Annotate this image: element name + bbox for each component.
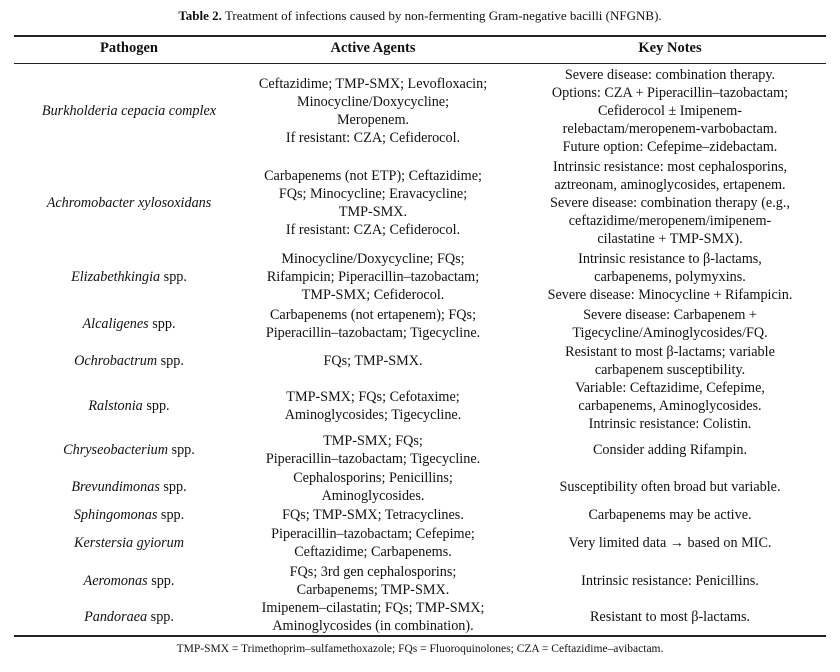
active-agents-text: TMP-SMX; FQs; Piperacillin–tazobactam; Tigecycline. xyxy=(265,433,481,467)
key-notes-text: Intrinsic resistance to β-lactams, carbapenems, polymyxins. Severe disease: Minocycline + Rifampicin. xyxy=(547,251,793,303)
table-row xyxy=(14,248,826,306)
pathogen-name: Ochrobactrum xyxy=(74,353,158,369)
pathogen-cell xyxy=(14,248,244,306)
active-agents-text: Carbapenems (not ertapenem); FQs; Piperacillin–tazobactam; Tigecycline. xyxy=(265,307,481,341)
caption-text: Treatment of infections caused by non-fermenting Gram-negative bacilli (NFGNB). xyxy=(224,8,662,23)
pathogen-suffix: spp. xyxy=(142,398,170,414)
pathogen-cell xyxy=(14,600,244,634)
table-row xyxy=(14,306,826,342)
key-notes-text: Resistant to most β-lactams; variable carbapenem susceptibility. xyxy=(565,344,775,378)
active-agents-cell xyxy=(232,67,514,155)
pathogen-name: Chryseobacterium xyxy=(63,442,168,458)
key-notes-text: Consider adding Rifampin. xyxy=(592,442,748,458)
key-notes-text: Variable: Ceftazidime, Cefepime, carbapenems, Aminoglycosides. Intrinsic resistance: Colistin. xyxy=(575,380,765,432)
key-notes-text: Intrinsic resistance: most cephalosporins, aztreonam, aminoglycosides, ertapenem. Severe disease: combination therapy (e.g., ceftazidime/meropenem/imipenem- cilastatine + TMP-SMX). xyxy=(550,159,790,247)
pathogen-suffix: spp. xyxy=(168,442,195,458)
active-agents-cell xyxy=(232,306,514,342)
table-row xyxy=(14,160,826,246)
table-row xyxy=(14,432,826,468)
active-agents-text: Piperacillin–tazobactam; Cefepime; Ceftazidime; Carbapenems. xyxy=(271,526,475,560)
active-agents-text: Minocycline/Doxycycline; FQs; Rifampicin; Piperacillin–tazobactam; TMP-SMX; Cefiderocol. xyxy=(266,251,480,303)
pathogen-suffix: spp. xyxy=(147,573,175,589)
key-notes-text: Carbapenems may be active. xyxy=(588,507,752,523)
pathogen-name: Pandoraea xyxy=(84,609,148,625)
active-agents-text: Carbapenems (not ETP); Ceftazidime; FQs; Minocycline; Eravacycline; TMP-SMX. If resistant: CZA; Cefiderocol. xyxy=(264,168,482,238)
table-row xyxy=(14,380,826,432)
pathogen-name: Aeromonas xyxy=(83,573,148,589)
key-notes-cell xyxy=(514,248,826,306)
pathogen-cell xyxy=(14,524,244,562)
key-notes-cell xyxy=(514,432,826,468)
pathogen-cell xyxy=(14,432,244,468)
pathogen-suffix: spp. xyxy=(159,479,187,495)
key-notes-text: Susceptibility often broad but variable. xyxy=(559,479,781,495)
pathogen-suffix: spp. xyxy=(157,507,185,523)
key-notes-text: Intrinsic resistance: Penicillins. xyxy=(581,573,759,589)
active-agents-cell xyxy=(232,342,514,380)
table-row xyxy=(14,468,826,506)
active-agents-text: TMP-SMX; FQs; Cefotaxime; Aminoglycosides; Tigecycline. xyxy=(284,389,462,423)
pathogen-cell xyxy=(14,468,244,506)
active-agents-text: Cephalosporins; Penicillins; Aminoglycosides. xyxy=(293,470,453,504)
table-row xyxy=(14,506,826,524)
key-notes-text: Resistant to most β-lactams. xyxy=(589,609,751,625)
pathogen-name: Ralstonia xyxy=(88,398,143,414)
pathogen-cell xyxy=(14,506,244,524)
active-agents-text: FQs; TMP-SMX. xyxy=(323,353,423,369)
key-notes-cell xyxy=(514,160,826,246)
key-notes-text: Severe disease: combination therapy. Options: CZA + Piperacillin–tazobactam; Cefiderocol ± Imipenem- relebactam/meropenem-varbobactam. Future option: Cefepime–zidebactam. xyxy=(551,67,789,155)
key-notes-cell xyxy=(514,380,826,432)
table-row xyxy=(14,524,826,562)
table-row xyxy=(14,342,826,380)
pathogen-cell xyxy=(14,562,244,600)
pathogen-name: Kerstersia gyiorum xyxy=(74,535,184,551)
header-pathogen: Pathogen xyxy=(100,40,158,56)
active-agents-text: FQs; 3rd gen cephalosporins; Carbapenems; TMP-SMX. xyxy=(289,564,457,598)
active-agents-cell xyxy=(232,562,514,600)
key-notes-text: Very limited data → based on MIC. xyxy=(568,535,772,551)
key-notes-cell xyxy=(514,524,826,562)
active-agents-text: Ceftazidime; TMP-SMX; Levofloxacin; Minocycline/Doxycycline; Meropenem. If resistant: CZA; Cefiderocol. xyxy=(258,76,488,146)
pathogen-name: Brevundimonas xyxy=(71,479,160,495)
table-row xyxy=(14,600,826,634)
pathogen-name: Sphingomonas xyxy=(73,507,158,523)
pathogen-suffix: spp. xyxy=(160,269,187,285)
bottom-rule xyxy=(14,635,826,637)
pathogen-name: Alcaligenes xyxy=(82,316,149,332)
active-agents-cell xyxy=(232,380,514,432)
active-agents-cell xyxy=(232,432,514,468)
active-agents-cell xyxy=(232,468,514,506)
key-notes-cell xyxy=(514,342,826,380)
key-notes-text: Severe disease: Carbapenem + Tigecycline/Aminoglycosides/FQ. xyxy=(572,307,768,341)
pathogen-name: Elizabethkingia xyxy=(71,269,161,285)
key-notes-cell xyxy=(514,562,826,600)
pathogen-suffix: spp. xyxy=(147,609,174,625)
pathogen-suffix: spp. xyxy=(157,353,184,369)
key-notes-cell xyxy=(514,600,826,634)
pathogen-name: Achromobacter xylosoxidans xyxy=(46,195,212,211)
table-row xyxy=(14,562,826,600)
caption-label: Table 2. xyxy=(178,8,222,23)
active-agents-text: Imipenem–cilastatin; FQs; TMP-SMX; Aminoglycosides (in combination). xyxy=(261,600,485,634)
active-agents-cell xyxy=(232,506,514,524)
pathogen-cell xyxy=(14,160,244,246)
table-footnote: TMP-SMX = Trimethoprim–sulfamethoxazole; FQs = Fluoroquinolones; CZA = Ceftazidime–avibactam. xyxy=(176,643,664,655)
header-rule xyxy=(14,63,826,64)
pathogen-suffix: spp. xyxy=(148,316,176,332)
active-agents-cell xyxy=(232,524,514,562)
active-agents-cell xyxy=(232,248,514,306)
table-row xyxy=(14,67,826,155)
top-rule xyxy=(14,35,826,37)
table-caption xyxy=(0,8,840,24)
header-active-agents: Active Agents xyxy=(330,40,416,56)
pathogen-cell xyxy=(14,342,244,380)
pathogen-cell xyxy=(14,306,244,342)
active-agents-cell xyxy=(232,160,514,246)
active-agents-cell xyxy=(232,600,514,634)
key-notes-cell xyxy=(514,468,826,506)
key-notes-cell xyxy=(514,506,826,524)
pathogen-cell xyxy=(14,67,244,155)
key-notes-cell xyxy=(514,306,826,342)
pathogen-name: Burkholderia cepacia complex xyxy=(41,103,217,119)
pathogen-cell xyxy=(14,380,244,432)
active-agents-text: FQs; TMP-SMX; Tetracyclines. xyxy=(282,507,464,523)
key-notes-cell xyxy=(514,67,826,155)
header-key-notes: Key Notes xyxy=(638,40,702,56)
